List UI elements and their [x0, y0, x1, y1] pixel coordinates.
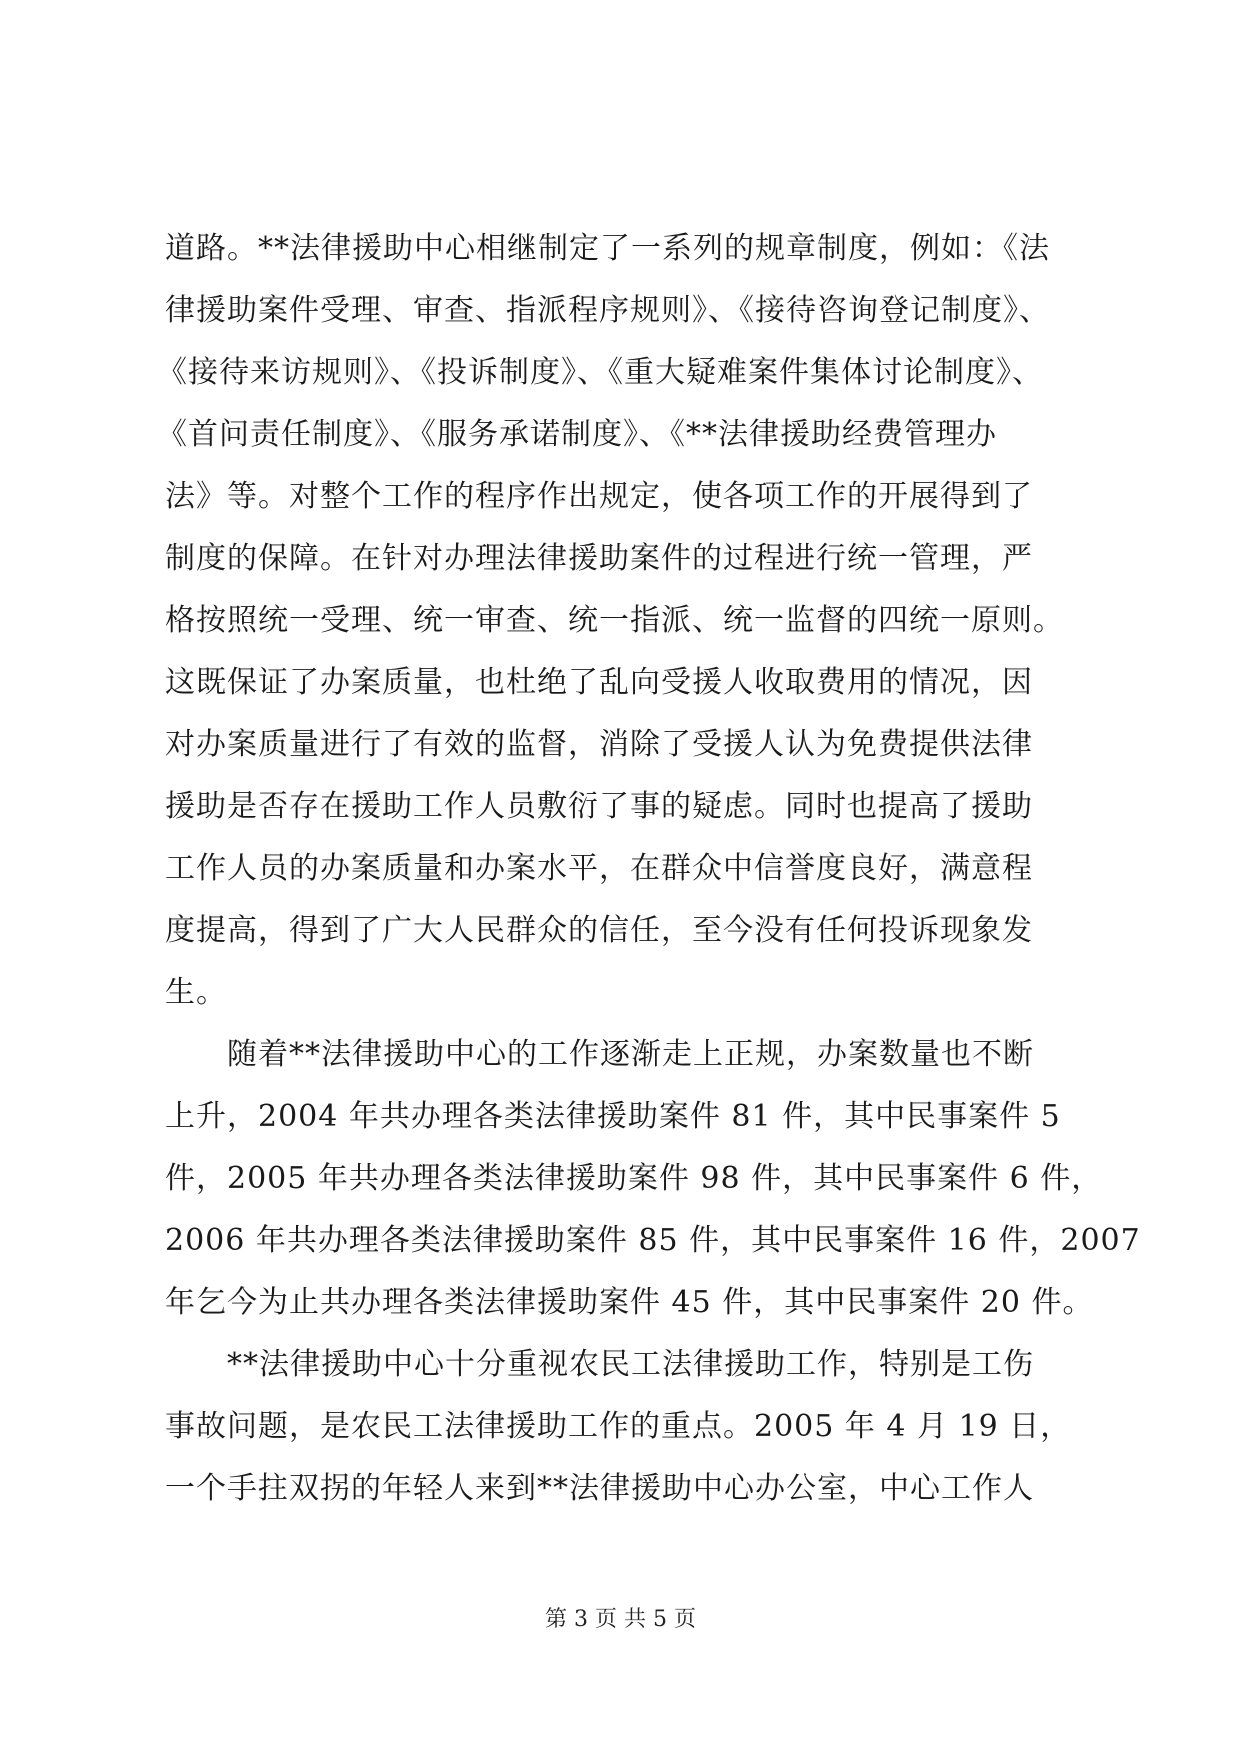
text-line: 法》等。对整个工作的程序作出规定，使各项工作的开展得到了 — [165, 479, 1033, 514]
text-line: 格按照统一受理、统一审查、统一指派、统一监督的四统一原则。 — [165, 603, 1064, 638]
text-line: 道路。**法律援助中心相继制定了一系列的规章制度，例如：《法 — [165, 231, 1050, 266]
text-line: 制度的保障。在针对办理法律援助案件的过程进行统一管理，严 — [165, 541, 1033, 576]
text-line: 2006 年共办理各类法律援助案件 85 件，其中民事案件 16 件，2007 — [165, 1223, 1141, 1258]
text-line: 事故问题，是农民工法律援助工作的重点。2005 年 4 月 19 日， — [165, 1409, 1072, 1444]
text-line: 对办案质量进行了有效的监督，消除了受援人认为免费提供法律 — [165, 727, 1033, 762]
text-line: 件，2005 年共办理各类法律援助案件 98 件，其中民事案件 6 件， — [165, 1161, 1103, 1196]
page-number-footer: 第 3 页 共 5 页 — [545, 1607, 696, 1632]
text-line: 援助是否存在援助工作人员敷衍了事的疑虑。同时也提高了援助 — [165, 789, 1033, 824]
paragraph-start-line: **法律援助中心十分重视农民工法律援助工作，特别是工伤 — [227, 1347, 1034, 1382]
text-line: 年乞今为止共办理各类法律援助案件 45 件，其中民事案件 20 件。 — [165, 1285, 1094, 1320]
text-line: 度提高，得到了广大人民群众的信任，至今没有任何投诉现象发 — [165, 913, 1033, 948]
text-line: 生。 — [165, 975, 227, 1010]
text-line: 一个手拄双拐的年轻人来到**法律援助中心办公室，中心工作人 — [165, 1471, 1034, 1506]
text-line: 《首问责任制度》、《服务承诺制度》、《**法律援助经费管理办 — [157, 417, 997, 452]
text-line: 这既保证了办案质量，也杜绝了乱向受援人收取费用的情况，因 — [165, 665, 1033, 700]
text-line: 工作人员的办案质量和办案水平，在群众中信誉度良好，满意程 — [165, 851, 1033, 886]
text-line: 律援助案件受理、审查、指派程序规则》、《接待咨询登记制度》、 — [165, 293, 1050, 328]
text-line: 上升，2004 年共办理各类法律援助案件 81 件，其中民事案件 5 — [165, 1099, 1061, 1134]
paragraph-start-line: 随着**法律援助中心的工作逐渐走上正规，办案数量也不断 — [227, 1037, 1034, 1072]
text-line: 《接待来访规则》、《投诉制度》、《重大疑难案件集体讨论制度》、 — [157, 355, 1043, 390]
